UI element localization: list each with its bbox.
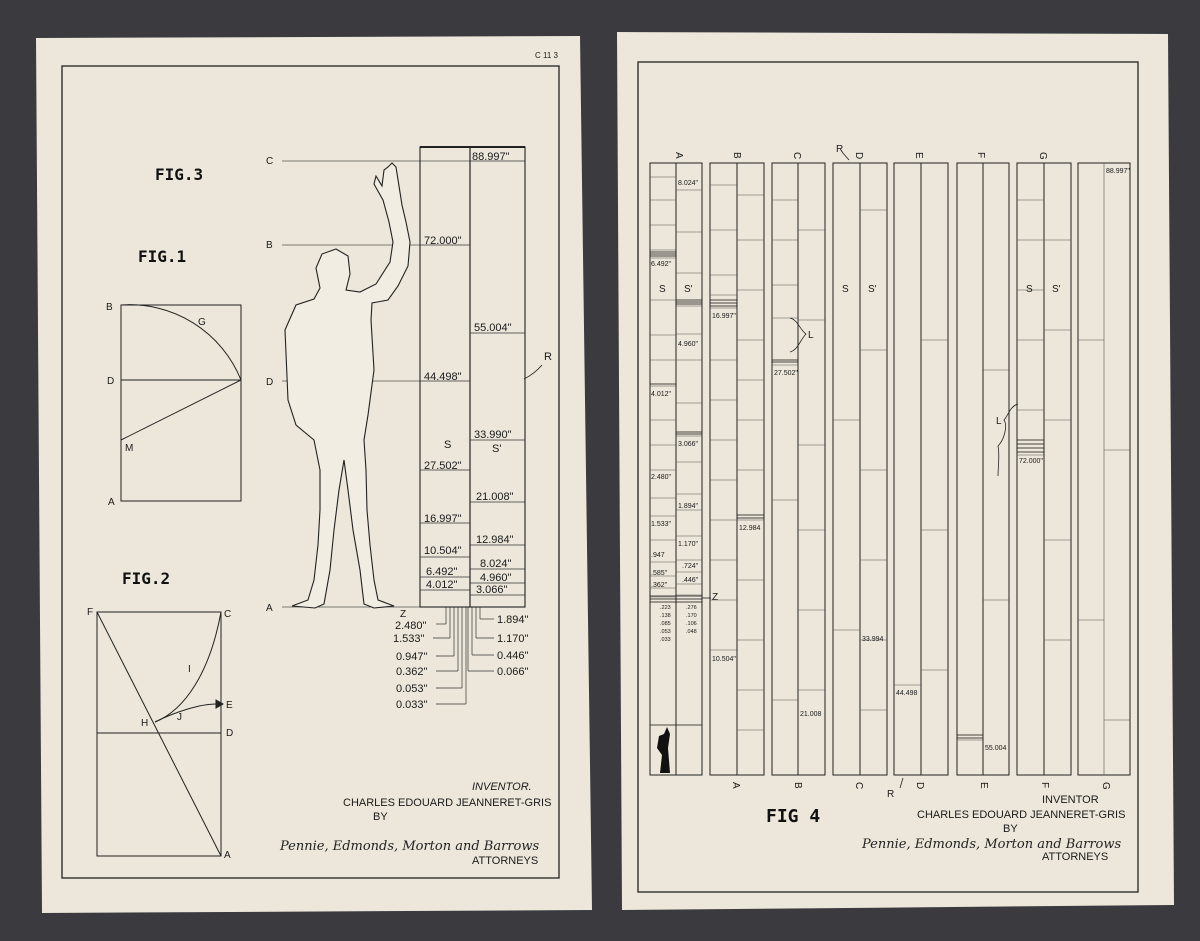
col-h-88: 88.997" — [1106, 168, 1130, 175]
callout-0-066: 0.066" — [497, 666, 529, 678]
right-inventor-heading: INVENTOR — [1042, 794, 1099, 806]
fig1-label-d: D — [107, 376, 115, 387]
col-g-s: S — [1026, 284, 1033, 295]
col-letter-c-top: C — [791, 152, 802, 160]
fig2-label-j: J — [177, 712, 182, 723]
col-a-small-l-3: .085 — [660, 621, 671, 627]
s-value-27: 27.502" — [424, 460, 462, 472]
fig2-title: FIG.2 — [122, 569, 171, 588]
callout-0-446: 0.446" — [497, 650, 529, 662]
fig1-label-m: M — [125, 443, 134, 454]
col-a-small-l-2: .138 — [660, 613, 671, 619]
s-value-10: 10.504" — [424, 545, 462, 557]
col-letter-f-bottom: F — [1039, 782, 1050, 789]
col-d-s: S — [842, 284, 849, 295]
sp-value-3: 3.066" — [476, 584, 508, 596]
col-a-small-r-2: .170 — [686, 613, 697, 619]
level-d: D — [266, 377, 274, 388]
right-inventor-by: BY — [1003, 823, 1018, 835]
col-d-sp: S' — [868, 284, 877, 295]
fig2-label-e: E — [226, 700, 233, 711]
column-r-label: R — [544, 351, 552, 363]
callout-0-362: 0.362" — [396, 666, 428, 678]
callout-0-053: 0.053" — [396, 683, 428, 695]
col-a-small-l-5: .033 — [660, 637, 671, 643]
col-d-33: 33.994 — [862, 636, 884, 643]
col-a-right-4: 4.960" — [678, 341, 699, 348]
col-letter-c-bottom: C — [853, 782, 864, 790]
col-letter-d-top: D — [853, 152, 864, 160]
col-letter-b-bottom: B — [792, 782, 803, 789]
left-sheet — [36, 36, 592, 913]
l-label-c: L — [808, 330, 814, 341]
s-value-72: 72.000" — [424, 235, 462, 247]
col-letter-e-top: E — [913, 152, 924, 159]
col-g-sp: S' — [1052, 284, 1061, 295]
z-label-right: Z — [712, 592, 719, 603]
sp-value-55: 55.004" — [474, 322, 512, 334]
fig2-label-f: F — [87, 607, 94, 618]
col-letter-f-top: F — [975, 152, 986, 159]
col-a-small-r-4: .048 — [686, 629, 697, 635]
col-a-left-1: 1.533" — [651, 521, 672, 528]
callout-2-480: 2.480" — [395, 620, 427, 632]
col-a-left-4: 4.012" — [651, 391, 672, 398]
fig2-label-c: C — [224, 609, 232, 620]
col-a-right-1170: 1.170" — [678, 541, 699, 548]
level-b: B — [266, 240, 273, 251]
callout-0-947: 0.947" — [396, 651, 428, 663]
col-a-right-0446: .446" — [682, 577, 699, 584]
r-label-top: R — [836, 144, 844, 155]
fig2-label-d: D — [226, 728, 234, 739]
callout-0-033: 0.033" — [396, 699, 428, 711]
inventor-heading: INVENTOR. — [472, 781, 532, 793]
corner-mark: C 11 3 — [535, 51, 558, 60]
col-a-small-l-1: .223 — [660, 605, 671, 611]
z-label: Z — [400, 609, 407, 620]
col-a-right-1894: 1.894" — [678, 503, 699, 510]
col-a-small-r-3: .106 — [686, 621, 697, 627]
col-a-left-2: 2.480" — [651, 474, 672, 481]
attorneys-label: ATTORNEYS — [472, 855, 539, 867]
sp-value-88: 88.997" — [472, 151, 510, 163]
right-paper — [617, 32, 1174, 910]
col-letter-d-bottom: D — [914, 782, 925, 790]
col-letter-a-bottom: A — [730, 782, 741, 789]
column-sp-label: S' — [492, 443, 502, 455]
col-letter-b-top: B — [731, 152, 742, 159]
callout-1-170: 1.170" — [497, 633, 529, 645]
col-a-s: S — [659, 284, 666, 295]
col-b-12: 12.984 — [739, 525, 761, 532]
col-g-72: 72.000" — [1019, 458, 1043, 465]
right-attorneys-label: ATTORNEYS — [1042, 851, 1109, 863]
callout-1-533: 1.533" — [393, 633, 425, 645]
fig3-title: FIG.3 — [155, 165, 204, 184]
col-f-55: 55.004 — [985, 745, 1007, 752]
fig2-label-i: I — [188, 664, 191, 675]
col-letter-g-top: G — [1037, 152, 1048, 160]
fig1-label-a: A — [108, 497, 115, 508]
s-value-4: 4.012" — [426, 579, 458, 591]
fig1-title: FIG.1 — [138, 247, 187, 266]
fig1-label-b: B — [106, 302, 113, 313]
col-c-27: 27.502" — [774, 370, 798, 377]
sp-value-21: 21.008" — [476, 491, 514, 503]
fig4-title: FIG 4 — [766, 806, 821, 827]
col-c-21: 21.008 — [800, 711, 822, 718]
sp-value-12: 12.984" — [476, 534, 514, 546]
level-a: A — [266, 603, 273, 614]
col-a-small-l-4: .053 — [660, 629, 671, 635]
fig1-label-g: G — [198, 317, 206, 328]
col-a-left-0585: .585" — [651, 570, 668, 577]
inventor-by: BY — [373, 811, 388, 823]
col-a-right-8: 8.024" — [678, 180, 699, 187]
col-a-left-0947: .947 — [651, 552, 665, 559]
sp-value-8: 8.024" — [480, 558, 512, 570]
level-c: C — [266, 156, 274, 167]
s-value-44: 44.498" — [424, 371, 462, 383]
col-a-right-0724: .724" — [682, 563, 699, 570]
right-attorney-signature: Pennie, Edmonds, Morton and Barrows — [862, 837, 1122, 852]
col-letter-e-bottom: E — [978, 782, 989, 789]
sp-value-4-9: 4.960" — [480, 572, 512, 584]
col-a-sp: S' — [684, 284, 693, 295]
inventor-name: CHARLES EDOUARD JEANNERET-GRIS — [343, 797, 552, 809]
fig2-label-h: H — [141, 718, 149, 729]
col-a-left-6: 6.492" — [651, 261, 672, 268]
col-letter-g-bottom: G — [1100, 782, 1111, 790]
column-s-label: S — [444, 439, 452, 451]
col-a-small-r-1: .276 — [686, 605, 697, 611]
right-sheet — [617, 32, 1174, 910]
col-b-16: 16.997" — [712, 313, 736, 320]
callout-1-894: 1.894" — [497, 614, 529, 626]
col-a-right-3: 3.066" — [678, 441, 699, 448]
col-b-10: 10.504" — [712, 656, 736, 663]
fig2-label-a: A — [224, 850, 231, 861]
col-letter-a-top: A — [673, 152, 684, 159]
l-label-f: L — [996, 416, 1002, 427]
r-label-bottom: R — [887, 789, 895, 800]
col-a-left-0362: .362" — [651, 582, 668, 589]
right-inventor-name: CHARLES EDOUARD JEANNERET-GRIS — [917, 809, 1126, 821]
s-value-6: 6.492" — [426, 566, 458, 578]
s-value-16: 16.997" — [424, 513, 462, 525]
sp-value-33: 33.990" — [474, 429, 512, 441]
col-e-44: 44.498 — [896, 690, 918, 697]
attorney-signature: Pennie, Edmonds, Morton and Barrows — [280, 839, 540, 854]
